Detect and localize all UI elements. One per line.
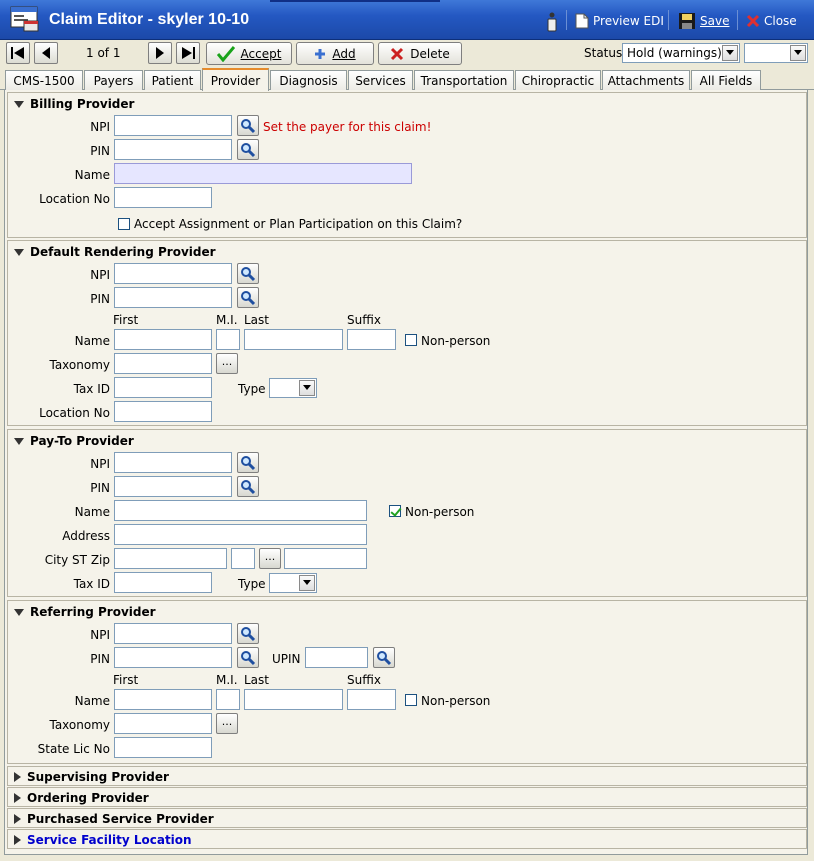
collapsed-triangle-icon <box>14 814 21 824</box>
tab-diagnosis[interactable]: Diagnosis <box>270 70 347 90</box>
state-browse-button[interactable]: ... <box>259 548 281 569</box>
provider-panel <box>4 90 808 855</box>
claim-editor-icon <box>10 5 40 33</box>
referring-state-license-input[interactable] <box>114 737 212 758</box>
non-person-label: Non-person <box>405 505 475 519</box>
rendering-provider-section <box>7 240 807 426</box>
suffix-header: Suffix <box>347 673 381 687</box>
expand-triangle-icon <box>14 609 24 616</box>
referring-first-name-input[interactable] <box>114 689 212 710</box>
previous-record-button[interactable] <box>34 42 58 64</box>
state-license-label: State Lic No <box>37 742 110 756</box>
search-icon[interactable] <box>373 647 395 668</box>
delete-label: Delete <box>410 46 450 61</box>
tab-bar <box>0 68 814 90</box>
accept-button[interactable] <box>206 42 292 65</box>
rendering-last-name-input[interactable] <box>244 329 343 350</box>
rendering-location-input[interactable] <box>114 401 212 422</box>
taxonomy-label: Taxonomy <box>49 718 110 732</box>
npi-label: NPI <box>90 120 110 134</box>
payer-warning: Set the payer for this claim! <box>263 120 432 134</box>
chevron-down-icon <box>722 45 738 61</box>
search-icon[interactable] <box>237 115 259 136</box>
rendering-provider-header[interactable]: Default Rendering Provider <box>14 245 216 259</box>
collapsed-triangle-icon <box>14 772 21 782</box>
tab-cms-1500[interactable]: CMS-1500 <box>5 70 83 90</box>
npi-label: NPI <box>90 628 110 642</box>
pin-label: PIN <box>90 652 110 666</box>
taxonomy-browse-button[interactable]: ... <box>216 713 238 734</box>
payto-tax-id-input[interactable] <box>114 572 212 593</box>
rendering-tax-id-type-select[interactable] <box>269 378 317 398</box>
payto-state-input[interactable] <box>231 548 255 569</box>
search-icon[interactable] <box>237 287 259 308</box>
billing-location-input[interactable] <box>114 187 212 208</box>
service-facility-location-section[interactable] <box>7 829 807 849</box>
record-position: 1 of 1 <box>86 46 121 60</box>
search-icon[interactable] <box>237 647 259 668</box>
last-icon <box>180 46 196 60</box>
middle-initial-header: M.I. <box>216 313 238 327</box>
payto-city-input[interactable] <box>114 548 227 569</box>
search-icon[interactable] <box>237 263 259 284</box>
tab-services[interactable]: Services <box>348 70 413 90</box>
plus-icon <box>314 48 326 60</box>
name-label: Name <box>74 334 110 348</box>
type-label: Type <box>238 577 266 591</box>
collapsed-triangle-icon <box>14 835 21 845</box>
payto-tax-id-type-select[interactable] <box>269 573 317 593</box>
secondary-status-select[interactable] <box>744 43 808 63</box>
payto-zip-input[interactable] <box>284 548 367 569</box>
suffix-header: Suffix <box>347 313 381 327</box>
accept-assignment-label: Accept Assignment or Plan Participation on this Claim? <box>134 217 463 231</box>
pin-label: PIN <box>90 144 110 158</box>
referring-suffix-input[interactable] <box>347 689 396 710</box>
address-label: Address <box>62 529 110 543</box>
separator <box>566 10 567 30</box>
status-select[interactable] <box>622 43 740 63</box>
search-icon[interactable] <box>237 452 259 473</box>
supervising-provider-section[interactable] <box>7 766 807 786</box>
tab-provider[interactable]: Provider <box>202 68 269 91</box>
tax-id-label: Tax ID <box>73 577 110 591</box>
status-value: Hold (warnings) <box>627 46 722 60</box>
payto-non-person-checkbox[interactable] <box>389 505 401 517</box>
tab-transportation[interactable]: Transportation <box>414 70 514 90</box>
purchased-service-provider-section[interactable] <box>7 808 807 828</box>
tab-payers[interactable]: Payers <box>84 70 143 90</box>
billing-name-input[interactable] <box>114 163 412 184</box>
accept-label: Accept <box>240 46 282 61</box>
billing-npi-input[interactable] <box>114 115 232 136</box>
first-name-header: First <box>113 313 139 327</box>
taxonomy-browse-button[interactable]: ... <box>216 353 238 374</box>
type-label: Type <box>238 382 266 396</box>
pin-label: PIN <box>90 292 110 306</box>
info-icon[interactable] <box>545 12 559 32</box>
first-icon <box>10 46 26 60</box>
name-label: Name <box>74 694 110 708</box>
rendering-non-person-checkbox[interactable] <box>405 334 417 346</box>
upin-label: UPIN <box>272 652 301 666</box>
first-name-header: First <box>113 673 139 687</box>
chevron-down-icon <box>299 575 315 591</box>
next-record-button[interactable] <box>148 42 172 64</box>
referring-provider-section <box>7 600 807 764</box>
middle-initial-header: M.I. <box>216 673 238 687</box>
next-icon <box>154 46 166 60</box>
billing-provider-section <box>7 92 807 238</box>
location-label: Location No <box>39 406 110 420</box>
chevron-down-icon <box>299 380 315 396</box>
purchased-service-provider-header[interactable]: Purchased Service Provider <box>14 812 214 826</box>
npi-label: NPI <box>90 457 110 471</box>
title-bar <box>0 0 814 40</box>
non-person-label: Non-person <box>421 694 491 708</box>
referring-upin-input[interactable] <box>305 647 368 668</box>
billing-pin-input[interactable] <box>114 139 232 160</box>
payto-address-input[interactable] <box>114 524 367 545</box>
pay-to-provider-header[interactable]: Pay-To Provider <box>14 434 134 448</box>
ordering-provider-section[interactable] <box>7 787 807 807</box>
tab-attachments[interactable]: Attachments <box>602 70 690 90</box>
supervising-provider-header[interactable]: Supervising Provider <box>14 770 169 784</box>
last-record-button[interactable] <box>176 42 200 64</box>
delete-x-icon <box>390 47 404 61</box>
record-toolbar <box>0 40 814 68</box>
billing-provider-header[interactable]: Billing Provider <box>14 97 134 111</box>
tab-chiropractic[interactable]: Chiropractic <box>515 70 601 90</box>
tab-all-fields[interactable]: All Fields <box>691 70 761 90</box>
accept-assignment-checkbox[interactable] <box>118 218 130 230</box>
referring-last-name-input[interactable] <box>244 689 343 710</box>
taxonomy-label: Taxonomy <box>49 358 110 372</box>
pin-label: PIN <box>90 481 110 495</box>
search-icon[interactable] <box>237 139 259 160</box>
preview-edi-button[interactable] <box>575 10 664 32</box>
referring-middle-initial-input[interactable] <box>216 689 240 710</box>
expand-triangle-icon <box>14 249 24 256</box>
referring-npi-input[interactable] <box>114 623 232 644</box>
last-name-header: Last <box>244 673 269 687</box>
close-label: Close <box>764 14 797 28</box>
payto-name-input[interactable] <box>114 500 367 521</box>
previous-icon <box>40 46 52 60</box>
rendering-pin-input[interactable] <box>114 287 232 308</box>
non-person-label: Non-person <box>421 334 491 348</box>
search-icon[interactable] <box>237 623 259 644</box>
location-label: Location No <box>39 192 110 206</box>
tab-patient[interactable]: Patient <box>144 70 201 90</box>
add-label: Add <box>332 46 356 61</box>
separator <box>668 10 669 30</box>
expand-triangle-icon <box>14 101 24 108</box>
npi-label: NPI <box>90 268 110 282</box>
chevron-down-icon <box>790 45 806 61</box>
delete-button[interactable] <box>378 42 462 65</box>
close-icon <box>746 14 760 28</box>
status-label: Status <box>584 46 623 60</box>
rendering-tax-id-input[interactable] <box>114 377 212 398</box>
service-facility-location-header[interactable]: Service Facility Location <box>14 833 192 847</box>
preview-edi-label: Preview EDI <box>593 14 664 28</box>
city-st-zip-label: City ST Zip <box>44 553 110 567</box>
search-icon[interactable] <box>237 476 259 497</box>
name-label: Name <box>74 505 110 519</box>
floppy-disk-icon <box>678 12 696 30</box>
name-label: Name <box>74 168 110 182</box>
referring-provider-header[interactable]: Referring Provider <box>14 605 156 619</box>
document-icon <box>575 13 589 29</box>
rendering-suffix-input[interactable] <box>347 329 396 350</box>
checkmark-icon <box>217 46 235 62</box>
referring-taxonomy-input[interactable] <box>114 713 212 734</box>
rendering-first-name-input[interactable] <box>114 329 212 350</box>
last-name-header: Last <box>244 313 269 327</box>
rendering-middle-initial-input[interactable] <box>216 329 240 350</box>
save-label: Save <box>700 14 730 28</box>
close-button[interactable] <box>746 10 797 32</box>
rendering-npi-input[interactable] <box>114 263 232 284</box>
title-accent-line <box>270 0 440 2</box>
save-button[interactable] <box>678 10 729 32</box>
expand-triangle-icon <box>14 438 24 445</box>
window-title: Claim Editor - skyler 10-10 <box>49 11 250 28</box>
referring-non-person-checkbox[interactable] <box>405 694 417 706</box>
payto-pin-input[interactable] <box>114 476 232 497</box>
ordering-provider-header[interactable]: Ordering Provider <box>14 791 149 805</box>
referring-pin-input[interactable] <box>114 647 232 668</box>
tax-id-label: Tax ID <box>73 382 110 396</box>
first-record-button[interactable] <box>6 42 30 64</box>
separator <box>737 10 738 30</box>
pay-to-provider-section <box>7 429 807 597</box>
payto-npi-input[interactable] <box>114 452 232 473</box>
collapsed-triangle-icon <box>14 793 21 803</box>
rendering-taxonomy-input[interactable] <box>114 353 212 374</box>
add-button[interactable] <box>296 42 374 65</box>
